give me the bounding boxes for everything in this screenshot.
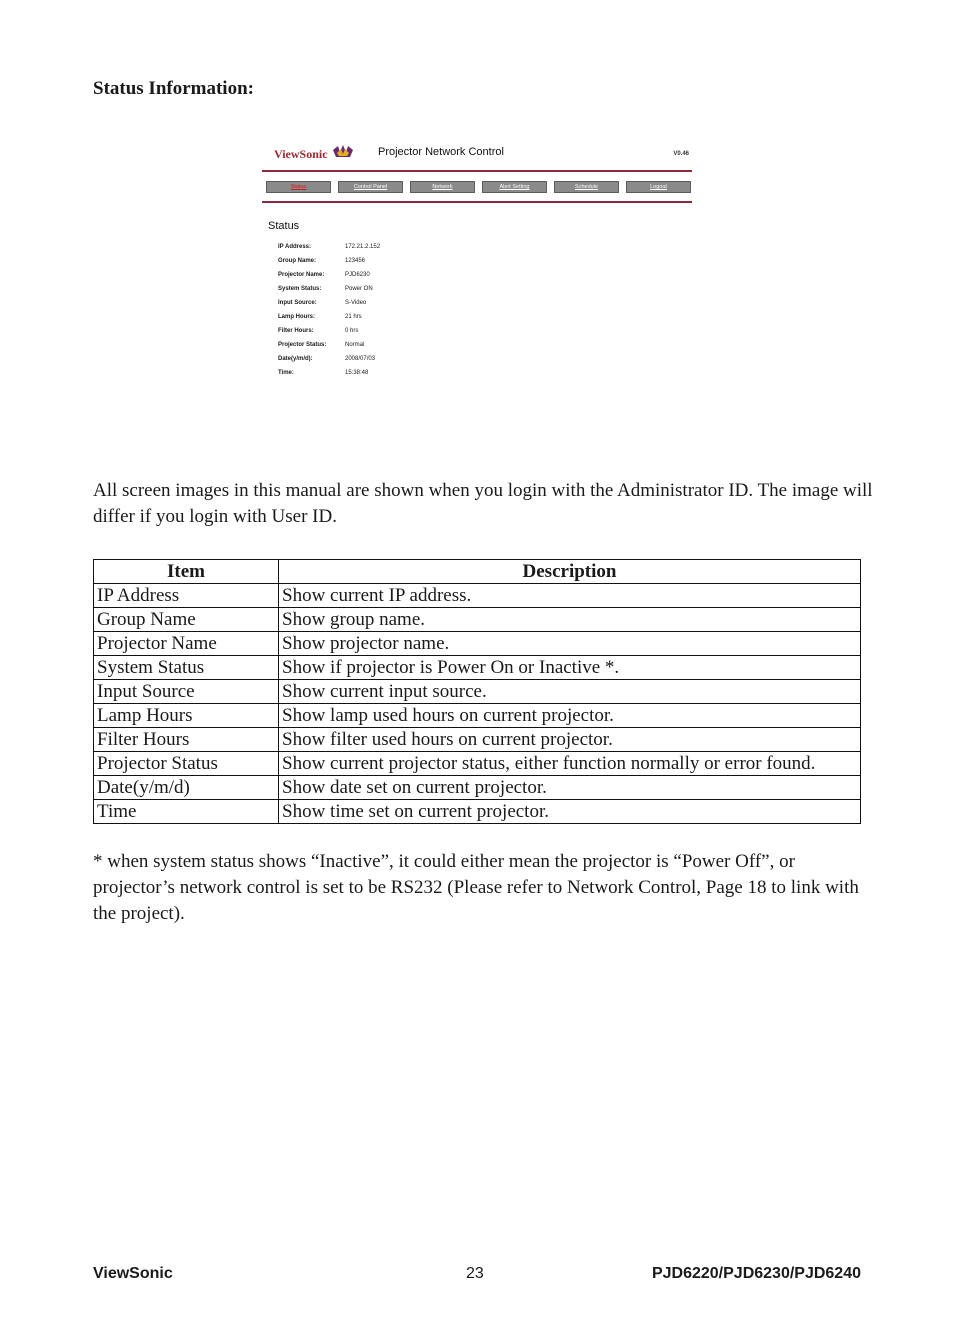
item-cell: Group Name [94,608,279,632]
description-cell: Show current projector status, either function normally or error found. [279,752,861,776]
status-label: Time: [278,370,294,376]
status-label: System Status: [278,286,322,292]
footer-brand: ViewSonic [93,1265,173,1282]
description-cell: Show current input source. [279,680,861,704]
item-cell: Lamp Hours [94,704,279,728]
footnote: * when system status shows “Inactive”, it could either mean the projector is “Power Off”, or projector’s network control is set to be RS232 (Please refer to Network Control, Page 18 to link with the project). [93,851,859,924]
item-description-table [93,559,861,824]
table-row [94,728,861,752]
status-label: Filter Hours: [278,328,314,334]
status-value: 123456 [345,258,366,264]
table-row [94,776,861,800]
brand-logo-text: ViewSonic [274,147,328,161]
status-label: Date(y/m/d): [278,356,313,362]
nav-logout-button[interactable]: Logout [626,181,691,193]
status-value: 2008/07/03 [345,356,376,362]
footer-model-numbers: PJD6220/PJD6230/PJD6240 [651,1265,861,1282]
status-value: 21 hrs [345,314,362,320]
status-label: Input Source: [278,300,317,306]
nav-alert-setting-button[interactable]: Alert Setting [482,181,547,193]
description-cell: Show projector name. [279,632,861,656]
item-cell: Date(y/m/d) [94,776,279,800]
status-label: Projector Status: [278,342,327,348]
item-cell: Projector Name [94,632,279,656]
table-row [94,752,861,776]
nav-network-button[interactable]: Network [410,181,475,193]
version-label: V0.46 [673,151,689,157]
header-item: Item [94,560,279,584]
status-value: PJD6230 [345,272,370,278]
status-value: 15:38:48 [345,370,369,376]
viewsonic-birds-icon [332,144,354,160]
table-row [94,608,861,632]
status-value: Normal [345,342,365,348]
description-cell: Show group name. [279,608,861,632]
table-row [94,656,861,680]
table-row [94,632,861,656]
item-cell: Projector Status [94,752,279,776]
nav-status-button[interactable]: Status [266,181,331,193]
nav-schedule-button[interactable]: Schedule [554,181,619,193]
page-number: 23 [466,1265,484,1282]
item-cell: Input Source [94,680,279,704]
item-cell: Filter Hours [94,728,279,752]
description-cell: Show current IP address. [279,584,861,608]
status-value: 0 hrs [345,328,359,334]
item-cell: IP Address [94,584,279,608]
nav-divider [262,201,692,203]
nav-control-panel-button[interactable]: Control Panel [338,181,403,193]
status-title: Status [268,220,300,232]
description-cell: Show lamp used hours on current projector. [279,704,861,728]
table-header-row [94,560,861,584]
table-row [94,800,861,824]
status-label: Lamp Hours: [278,314,316,320]
table-row [94,704,861,728]
section-heading: Status Information: [93,78,254,99]
status-value: 172.21.2.152 [345,244,381,250]
item-cell: Time [94,800,279,824]
status-label: Group Name: [278,258,317,264]
table-row [94,584,861,608]
description-cell: Show filter used hours on current projector. [279,728,861,752]
header-divider [262,170,692,172]
status-page-screenshot [262,140,692,390]
app-title: Projector Network Control [378,146,504,158]
status-value: S-Video [345,300,367,306]
description-cell: Show date set on current projector. [279,776,861,800]
status-value: Power ON [345,286,373,292]
status-label: IP Address: [278,244,312,250]
nav-bar [266,181,690,193]
header-description: Description [279,560,861,584]
description-cell: Show time set on current projector. [279,800,861,824]
intro-paragraph: All screen images in this manual are shown when you login with the Administrator ID. The image will differ if you login with User ID. [93,480,873,527]
item-cell: System Status [94,656,279,680]
table-row [94,680,861,704]
description-cell: Show if projector is Power On or Inactive *. [279,656,861,680]
status-label: Projector Name: [278,272,325,278]
